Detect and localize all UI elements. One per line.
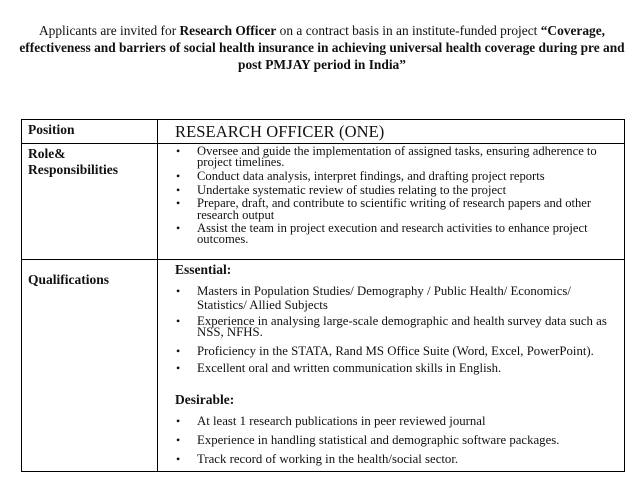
list-item: • Oversee and guide the implementation of assigned tasks, ensuring adherence to project timelines. bbox=[175, 146, 616, 168]
list-item: • Experience in analysing large-scale demographic and health survey data such as NSS, NFHS. bbox=[175, 316, 616, 339]
list-item: • Track record of working in the health/social sector. bbox=[175, 452, 616, 466]
role-label-line-2: Responsibilities bbox=[28, 162, 119, 177]
position-label: Position bbox=[22, 120, 158, 144]
qualifications-row bbox=[22, 260, 625, 472]
desirable-heading: Desirable: bbox=[175, 391, 235, 407]
list-item: • Experience in handling statistical and demographic software packages. bbox=[175, 433, 616, 447]
role-label-line-1: Role& bbox=[28, 146, 66, 161]
list-item: • Conduct data analysis, interpret findings, and drafting project reports bbox=[175, 171, 616, 182]
qualifications-cell bbox=[158, 260, 625, 472]
role-label bbox=[22, 144, 158, 260]
intro-lead: Applicants are invited for bbox=[38, 23, 180, 38]
list-item: • Assist the team in project execution and research activities to enhance project outcomes. bbox=[175, 223, 616, 245]
desirable-list bbox=[175, 408, 616, 466]
responsibilities-cell bbox=[158, 144, 625, 260]
position-cell bbox=[158, 120, 625, 144]
responsibilities-row bbox=[22, 144, 625, 260]
position-row bbox=[22, 120, 625, 144]
responsibilities-list bbox=[175, 144, 616, 259]
list-item: • Proficiency in the STATA, Rand MS Office Suite (Word, Excel, PowerPoint). bbox=[175, 344, 616, 358]
intro-role: Research Officer bbox=[179, 23, 277, 38]
intro-project-title: “Coverage, effectiveness and barriers of social health insurance in achieving universal health coverage during pre and post PMJAY period in India” bbox=[19, 23, 625, 72]
intro-paragraph bbox=[18, 22, 626, 73]
essential-heading: Essential: bbox=[175, 262, 232, 278]
position-value: RESEARCH OFFICER (ONE) bbox=[175, 122, 385, 141]
qualifications-label-text: Qualifications bbox=[28, 272, 110, 288]
list-item: • Prepare, draft, and contribute to scientific writing of research papers and other research output bbox=[175, 198, 616, 220]
job-details-table bbox=[21, 119, 625, 472]
qualifications-label bbox=[22, 260, 158, 472]
essential-list bbox=[175, 278, 616, 375]
list-item: • At least 1 research publications in peer reviewed journal bbox=[175, 414, 616, 428]
list-item: • Masters in Population Studies/ Demography / Public Health/ Economics/ Statistics/ Allied Subjects bbox=[175, 284, 616, 312]
list-item: • Excellent oral and written communication skills in English. bbox=[175, 361, 616, 375]
list-item: • Undertake systematic review of studies relating to the project bbox=[175, 185, 616, 196]
intro-mid: on a contract basis in an institute-funded project bbox=[276, 23, 541, 38]
